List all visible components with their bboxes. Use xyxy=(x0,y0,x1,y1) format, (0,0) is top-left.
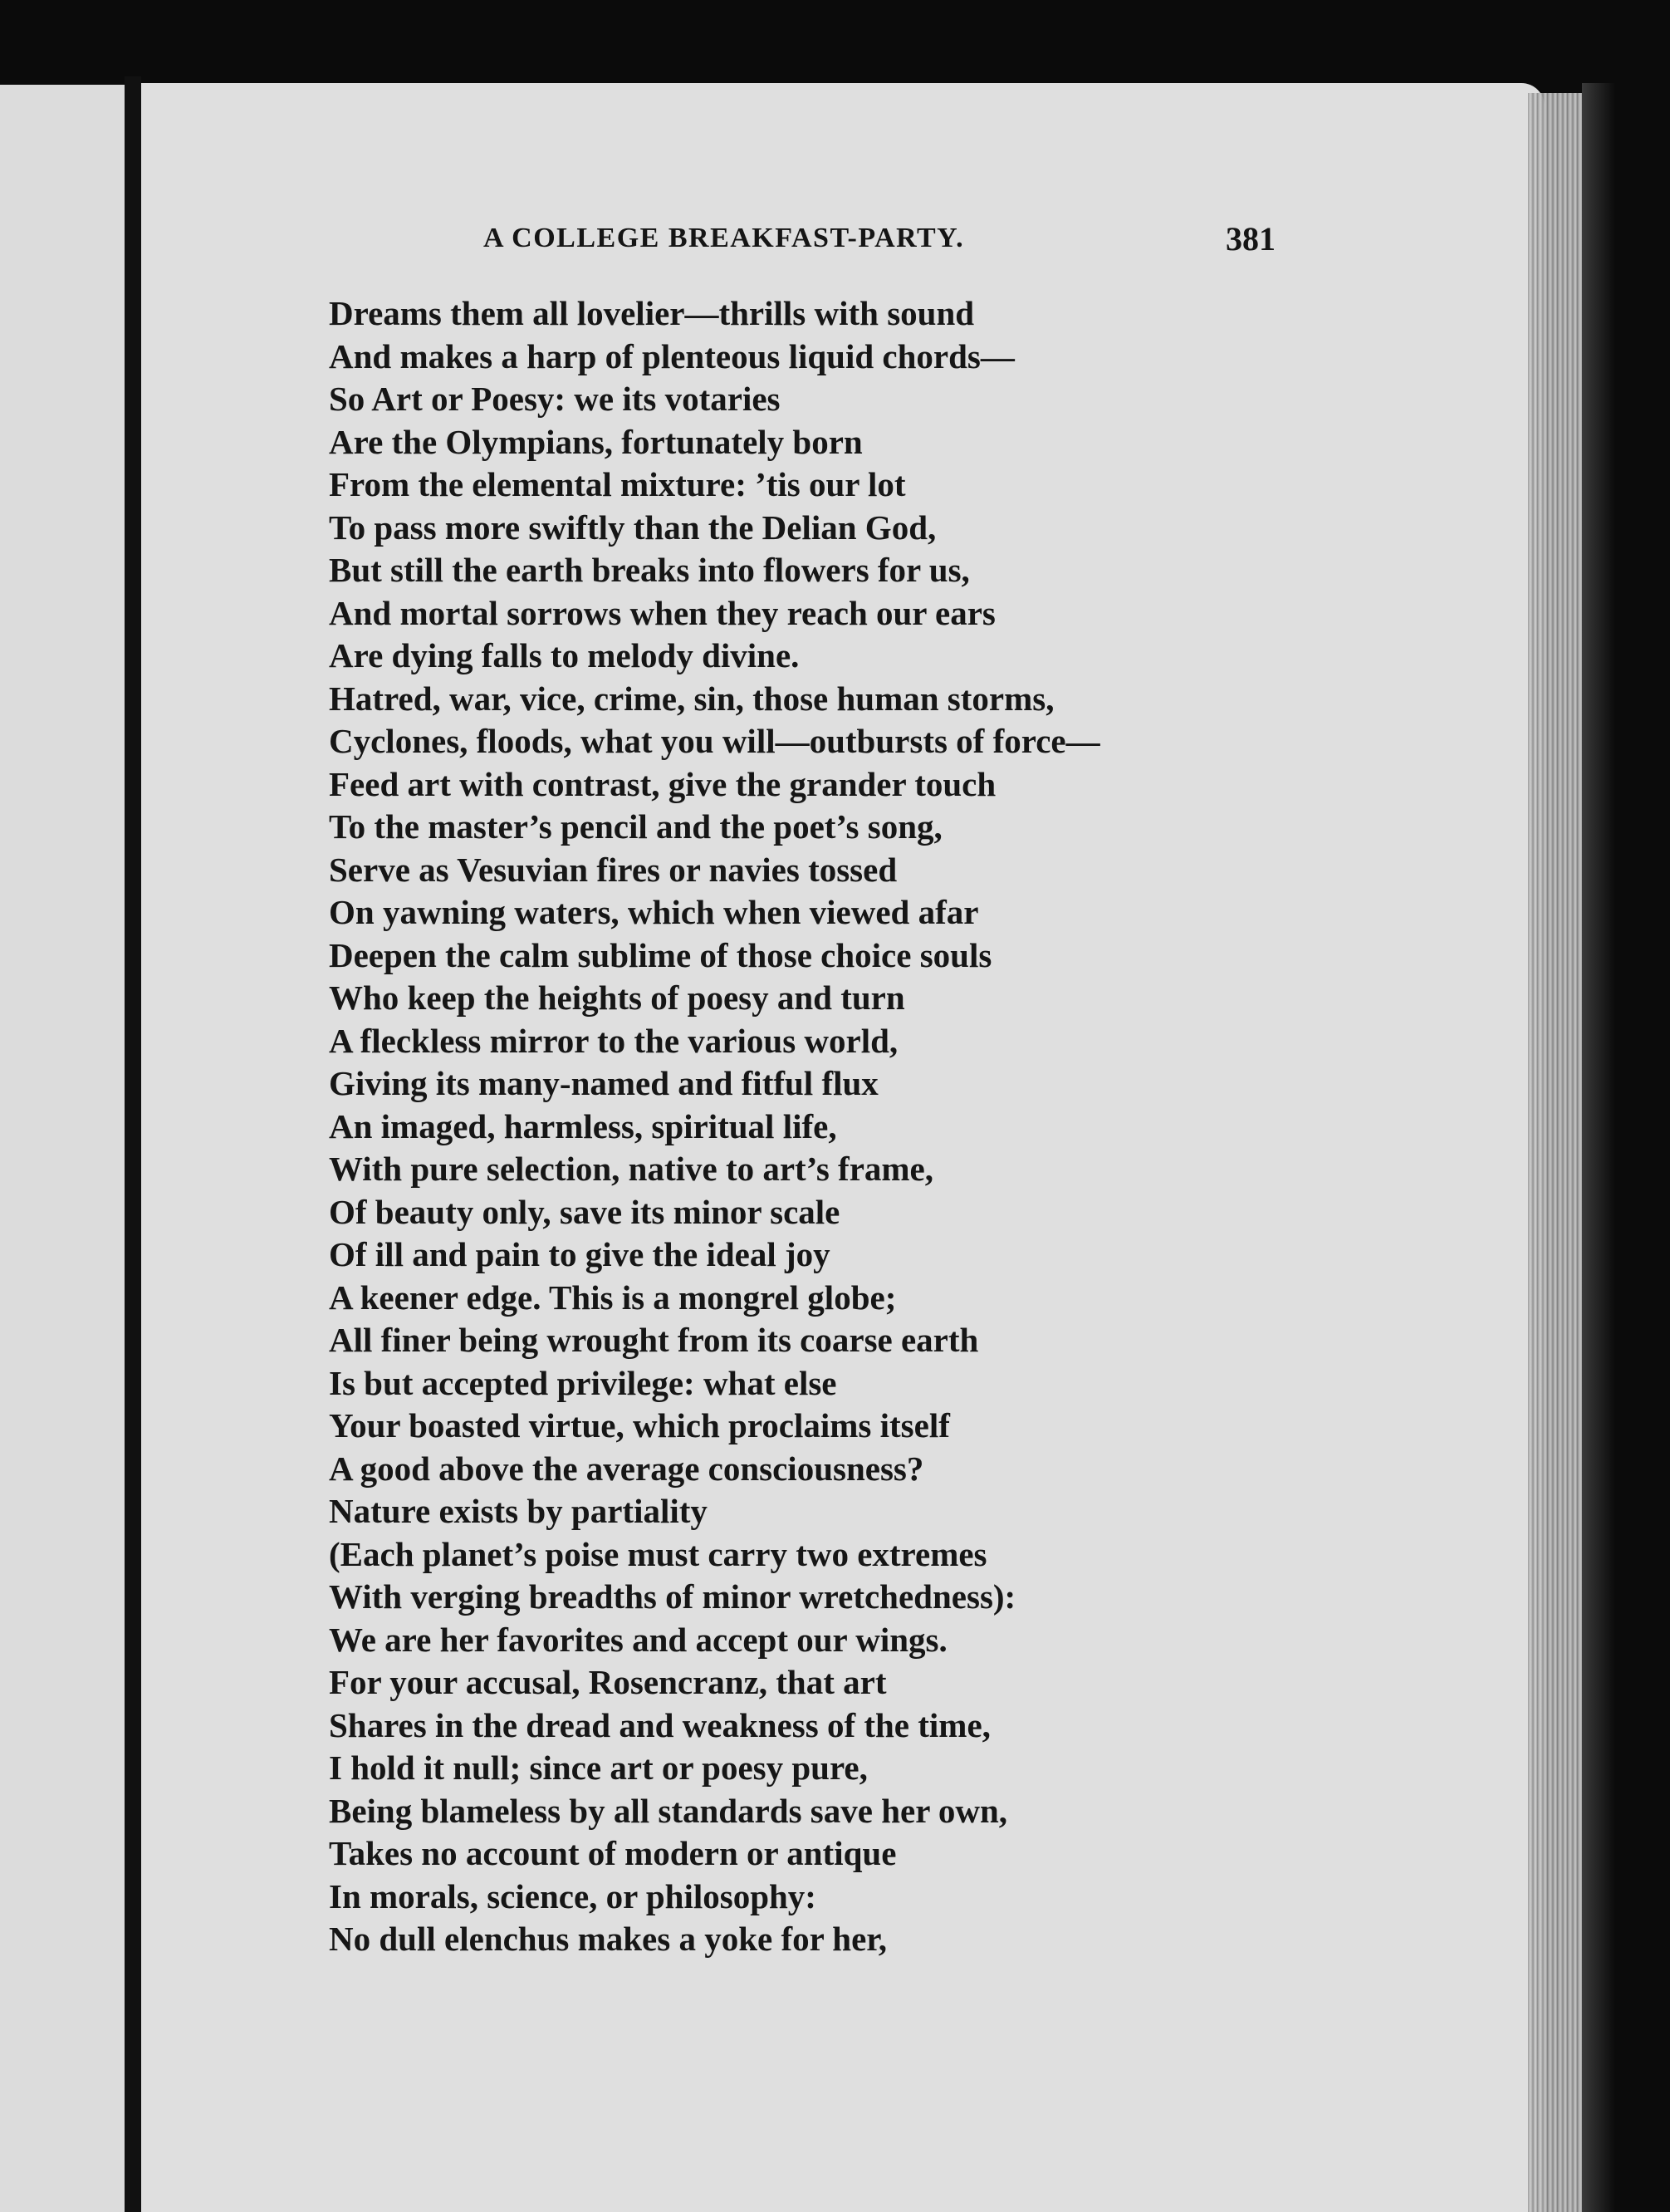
poem-line: Are the Olympians, fortunately born xyxy=(329,422,863,461)
poem-line: Hatred, war, vice, crime, sin, those human storms, xyxy=(329,679,1055,718)
poem-line: Serve as Vesuvian fires or navies tossed xyxy=(329,850,898,889)
poem-line: For your accusal, Rosencranz, that art xyxy=(329,1663,887,1701)
poem-line: A fleckless mirror to the various world, xyxy=(329,1021,899,1060)
poem-line: Giving its many-named and fitful flux xyxy=(329,1064,879,1102)
poem-line: On yawning waters, which when viewed afar xyxy=(329,893,979,931)
poem-line: From the elemental mixture: ’tis our lot xyxy=(329,465,906,503)
poem-line: To pass more swiftly than the Delian God, xyxy=(329,508,937,547)
poem-line: Cyclones, floods, what you will—outbursts of force— xyxy=(329,722,1100,760)
poem-line: Are dying falls to melody divine. xyxy=(329,636,800,674)
facing-page-edge xyxy=(0,85,125,2212)
poem-line: With pure selection, native to art’s frame, xyxy=(329,1150,933,1188)
poem-line: Dreams them all lovelier—thrills with sound xyxy=(329,294,975,332)
poem-line: A keener edge. This is a mongrel globe; xyxy=(329,1278,897,1317)
poem-line: Your boasted virtue, which proclaims itself xyxy=(329,1406,950,1444)
poem-line: All finer being wrought from its coarse earth xyxy=(329,1321,979,1359)
poem-line: Deepen the calm sublime of those choice souls xyxy=(329,935,992,974)
page-number: 381 xyxy=(1226,220,1276,257)
poem-line: Takes no account of modern or antique xyxy=(329,1834,897,1872)
poem-line: (Each planet’s poise must carry two extremes xyxy=(329,1534,987,1573)
book-gutter xyxy=(125,76,141,2212)
poem-line: With verging breadths of minor wretchedness): xyxy=(329,1577,1016,1616)
poem-line: Is but accepted privilege: what else xyxy=(329,1363,837,1402)
page-shadow xyxy=(1582,83,1615,2212)
poem-line: Shares in the dread and weakness of the time, xyxy=(329,1705,991,1744)
poem-line: No dull elenchus makes a yoke for her, xyxy=(329,1920,887,1958)
poem-line: But still the earth breaks into flowers for us, xyxy=(329,551,970,589)
poem-line: In morals, science, or philosophy: xyxy=(329,1876,816,1915)
poem-text xyxy=(329,292,1242,1961)
poem-line: Being blameless by all standards save her own, xyxy=(329,1791,1008,1830)
poem-line: Feed art with contrast, give the grander touch xyxy=(329,764,997,803)
poem-line: We are her favorites and accept our wings. xyxy=(329,1620,948,1659)
poem-line: I hold it null; since art or poesy pure, xyxy=(329,1749,868,1787)
poem-line: An imaged, harmless, spiritual life, xyxy=(329,1106,837,1145)
poem-line: To the master’s pencil and the poet’s song, xyxy=(329,807,943,846)
poem-line: Nature exists by partiality xyxy=(329,1492,708,1530)
poem-line: So Art or Poesy: we its votaries xyxy=(329,380,781,418)
poem-line: And mortal sorrows when they reach our ears xyxy=(329,593,996,632)
poem-line: And makes a harp of plenteous liquid chords— xyxy=(329,336,1015,375)
poem-line: Who keep the heights of poesy and turn xyxy=(329,978,905,1017)
poem-line: Of ill and pain to give the ideal joy xyxy=(329,1235,830,1273)
poem-line: A good above the average consciousness? xyxy=(329,1449,924,1488)
running-title: A COLLEGE BREAKFAST-PARTY. xyxy=(483,223,965,253)
poem-line: Of beauty only, save its minor scale xyxy=(329,1192,840,1231)
